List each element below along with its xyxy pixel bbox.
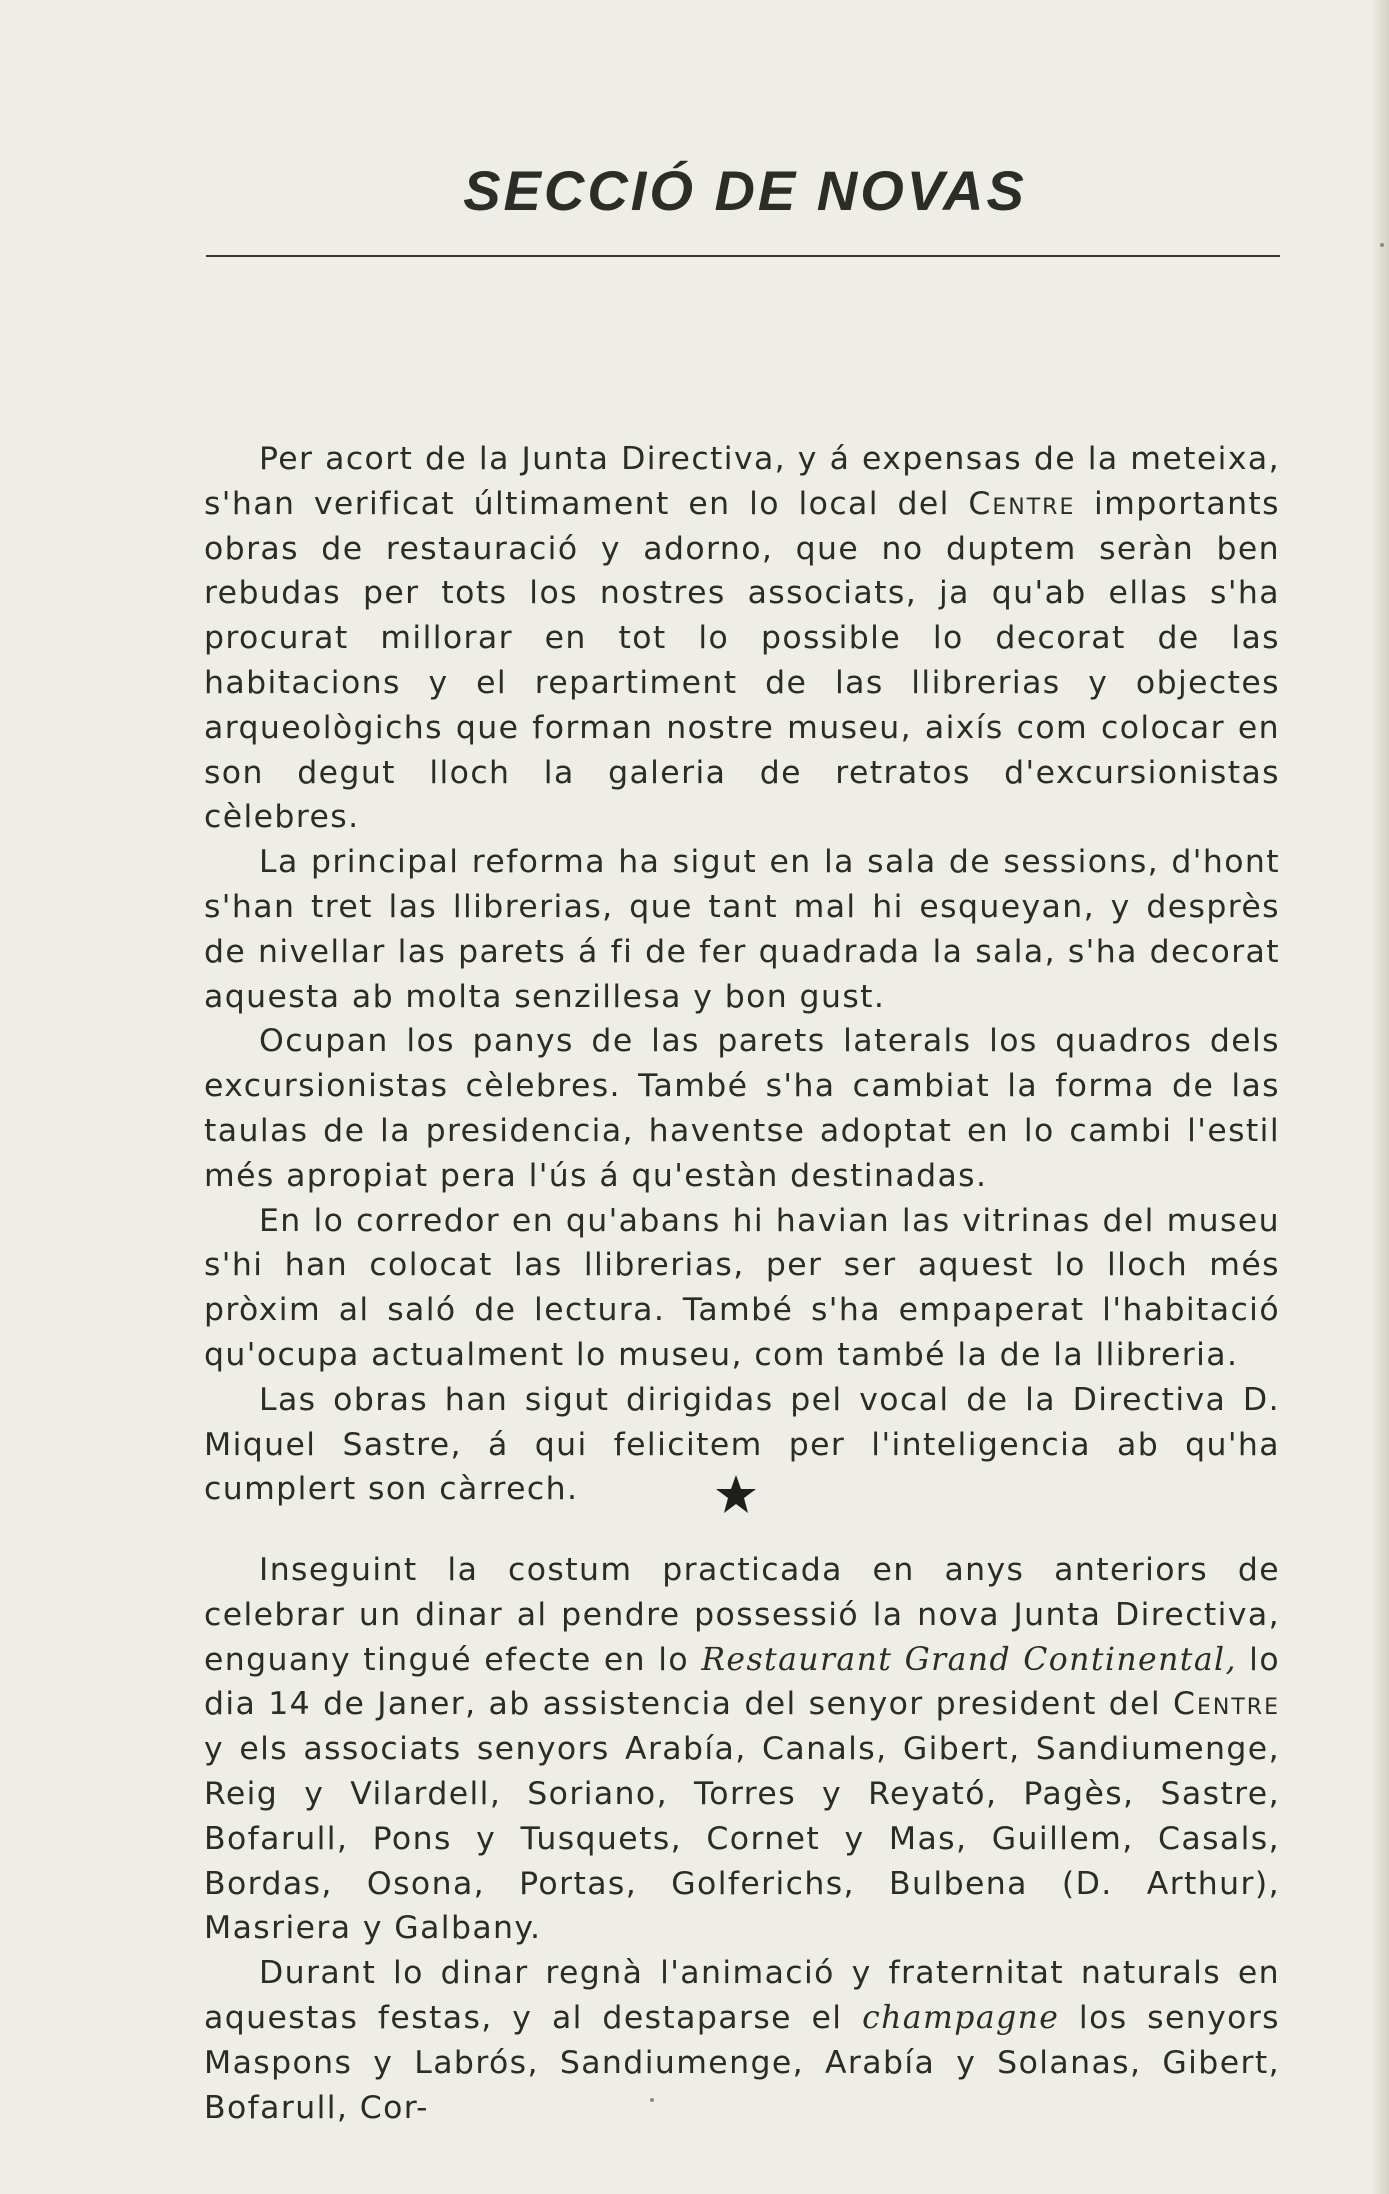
article-dinner xyxy=(204,1548,1280,2130)
paragraph: En lo corredor en qu'abans hi havian las vitrinas del museu s'hi han colocat las llibrerias, per ser aquest lo lloch més pròxim al saló de lectura. També s'ha empaperat l'habitació qu'ocupa actualment lo museu, com també la de la llibreria. xyxy=(204,1202,1280,1373)
paragraph: Inseguint la costum practicada en anys anteriors de celebrar un dinar al pendre possessió la nova Junta Directiva, enguany tingué efecte en lo Restaurant Grand Continental, lo dia 14 de Janer, ab assistencia del senyor president del Centre y els associats senyors Arabía, Canals, Gibert, Sandiumenge, Reig y Vilardell, Soriano, Torres y Reyató, Pagès, Sastre, Bofarull, Pons y Tusquets, Cornet y Mas, Guillem, Casals, Bordas, Osona, Portas, Golferichs, Bulbena (D. Arthur), Masriera y Galbany. xyxy=(204,1552,1280,1947)
restaurant-name: Restaurant Grand Continental, xyxy=(701,1641,1237,1678)
paper-speck xyxy=(1380,243,1384,247)
paragraph: Durant lo dinar regnà l'animació y fraternitat naturals en aquestas festas, y al destaparse el champagne los senyors Maspons y Labrós, Sandiumenge, Arabía y Solanas, Gibert, Bofarull, Cor- xyxy=(204,1955,1280,2126)
centre-smallcaps: Centre xyxy=(1173,1686,1280,1723)
paragraph: Las obras han sigut dirigidas pel vocal de la Directiva D. Miquel Sastre, á qui felicitem per l'inteligencia ab qu'ha cumplert son càrrech. xyxy=(204,1381,1280,1508)
champagne-word: champagne xyxy=(862,1999,1060,2036)
star-icon xyxy=(714,1472,758,1516)
paragraph: Per acort de la Junta Directiva, y á expensas de la meteixa, s'han verificat últimament en lo local del Centre importants obras de restauració y adorno, que no duptem seràn ben rebudas per tots los nostres associats, ja qu'ab ellas s'ha procurat millorar en tot lo possible lo decorat de las habitacions y el repartiment de las llibrerias y objectes arqueològichs que forman nostre museu, aixís com colocar en son degut lloch la galeria de retratos d'excursionistas cèlebres. xyxy=(204,441,1280,836)
page-title: SECCIÓ DE NOVAS xyxy=(463,159,1027,222)
paragraph: La principal reforma ha sigut en la sala de sessions, d'hont s'han tret las llibrerias, que tant mal hi esqueyan, y desprès de nivellar las parets á fi de fer quadrada la sala, s'ha decorat aquesta ab molta senzillesa y bon gust. xyxy=(204,844,1280,1015)
title-divider xyxy=(206,255,1280,257)
paragraph: Ocupan los panys de las parets laterals los quadros dels excursionistas cèlebres. També s'ha cambiat la forma de las taulas de la presidencia, haventse adoptat en lo cambi l'estil més apropiat pera l'ús á qu'estàn destinadas. xyxy=(204,1023,1280,1194)
centre-smallcaps: Centre xyxy=(968,485,1076,522)
page-edge-shadow xyxy=(1371,0,1389,2194)
paper-speck xyxy=(650,2098,654,2102)
article-restoration xyxy=(204,437,1280,1512)
